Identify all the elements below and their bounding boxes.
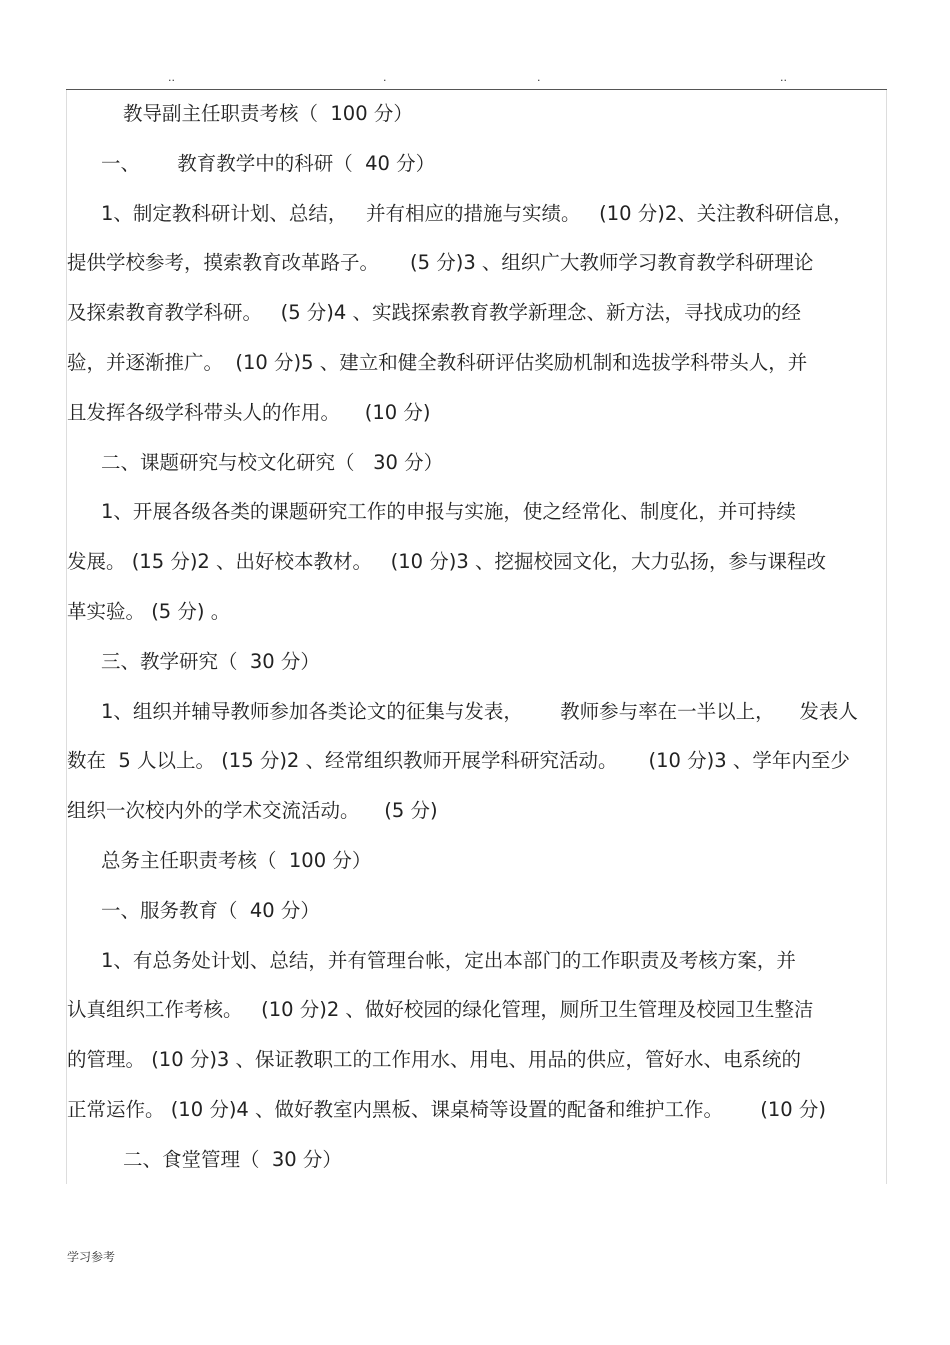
doc-line: 1、有总务处计划、总结，并有管理台帐，定出本部门的工作职责及考核方案，并 [101,948,796,972]
doc-line: 革实验。 (5 分) 。 [67,599,231,623]
doc-line: 及探索教育教学科研。 (5 分)4 、实践探索教育教学新理念、新方法，寻找成功的经 [67,301,802,325]
header-rule [66,89,887,90]
doc-line: 发展。 (15 分)2 、出好校本教材。 (10 分)3 、挖掘校园文化，大力弘扬，参与课程改 [67,550,826,574]
doc-line: 提供学校参考，摸索教育改革路子。 (5 分)3 、组织广大教师学习教育教学科研理论 [67,251,814,275]
doc-line: 二、食堂管理（ 30 分） [123,1147,342,1171]
header-mark-1: .. [168,71,175,84]
doc-line: 一、服务教育（ 40 分） [101,898,320,922]
doc-line: 1、开展各级各类的课题研究工作的申报与实施，使之经常化、制度化，并可持续 [101,500,796,524]
doc-line: 三、教学研究（ 30 分） [101,649,320,673]
doc-line: 的管理。 (10 分)3 、保证教职工的工作用水、用电、用品的供应，管好水、电系统的 [67,1048,802,1072]
doc-line: 1、组织并辅导教师参加各类论文的征集与发表， 教师参与率在一半以上， 发表人 [101,699,858,723]
doc-line: 正常运作。 (10 分)4 、做好教室内黑板、课桌椅等设置的配备和维护工作。 (10 分) [67,1097,826,1121]
header-mark-3: . [537,71,541,84]
doc-line: 一、 教育教学中的科研（ 40 分） [101,151,436,175]
doc-line: 认真组织工作考核。 (10 分)2 、做好校园的绿化管理，厕所卫生管理及校园卫生整洁 [67,998,814,1022]
header-mark-4: .. [780,71,787,84]
right-margin-rule [886,90,887,1184]
page-footer: 学习参考 [67,1250,116,1264]
document-body [67,92,885,1188]
doc-line: 数在 5 人以上。 (15 分)2 、经常组织教师开展学科研究活动。 (10 分)3 、学年内至少 [67,749,850,773]
header-mark-2: . [383,71,387,84]
doc-line: 验，并逐渐推广。 (10 分)5 、建立和健全教科研评估奖励机制和选拔学科带头人，并 [67,350,808,374]
doc-line: 1、制定教科研计划、总结， 并有相应的措施与实绩。 (10 分)2、关注教科研信息， [101,201,853,225]
doc-line: 教导副主任职责考核（ 100 分） [123,102,413,125]
doc-line: 总务主任职责考核（ 100 分） [101,848,372,872]
doc-line: 组织一次校内外的学术交流活动。 (5 分) [67,799,438,823]
doc-line: 二、课题研究与校文化研究（ 30 分） [101,450,444,474]
doc-line: 且发挥各级学科带头人的作用。 (10 分) [67,400,431,424]
